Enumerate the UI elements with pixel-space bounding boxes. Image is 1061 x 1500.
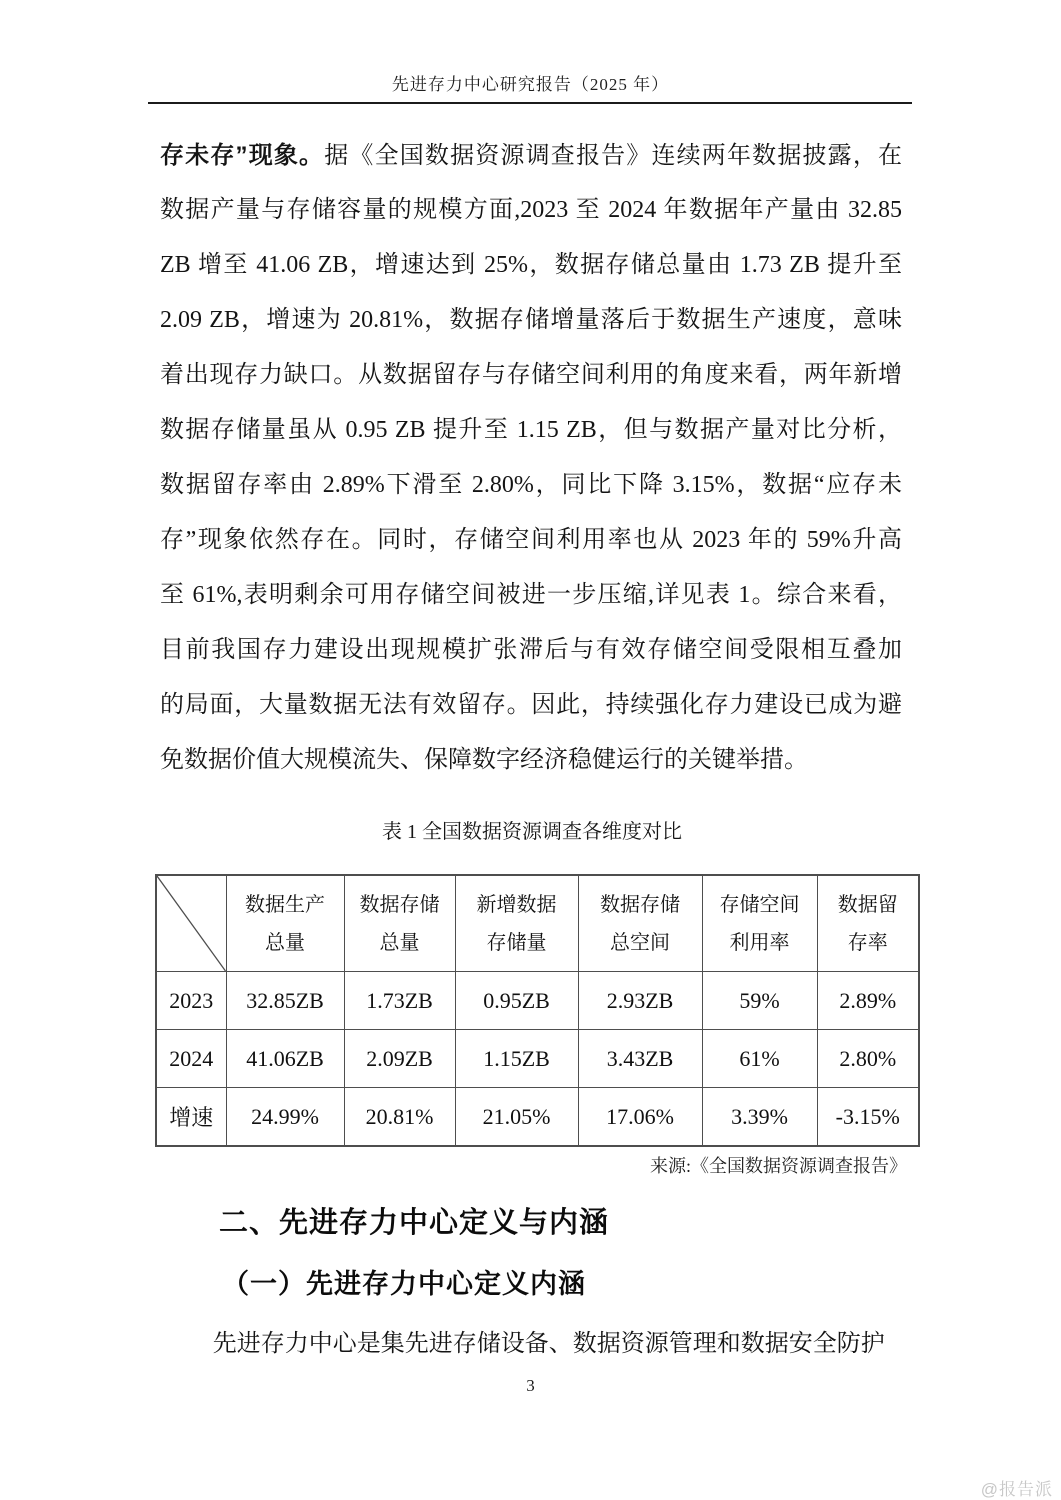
subsection-heading: （一）先进存力中心定义内涵 — [222, 1269, 586, 1299]
table-cell: 32.85ZB — [226, 972, 344, 1030]
paragraph-line — [160, 128, 902, 183]
table-cell: 2.09ZB — [344, 1030, 455, 1088]
table-cell: 1.73ZB — [344, 972, 455, 1030]
table-row — [156, 1030, 919, 1088]
column-header-line: 存储量 — [486, 931, 547, 954]
running-header-title: 先进存力中心研究报告（2025 年） — [391, 75, 670, 94]
table-cell: 24.99% — [226, 1088, 344, 1147]
row-label: 增速 — [156, 1088, 226, 1147]
paragraph-line: 的局面，大量数据无法有效留存。因此，持续强化存力建设已成为避 — [160, 692, 902, 718]
column-header-line: 总量 — [265, 931, 305, 954]
paragraph-line: 目前我国存力建设出现规模扩张滞后与有效存储空间受限相互叠加 — [160, 637, 902, 663]
table-cell: 41.06ZB — [226, 1030, 344, 1088]
column-header-line: 总空间 — [610, 931, 670, 954]
table-cell: 3.39% — [702, 1088, 817, 1147]
table-cell: 2.80% — [817, 1030, 919, 1088]
table-cell: 59% — [702, 972, 817, 1030]
column-header-line: 数据存储 — [600, 893, 680, 916]
table-caption: 表 1 全国数据资源调查各维度对比 — [382, 821, 682, 843]
table-cell: 1.15ZB — [455, 1030, 578, 1088]
paragraph-line: ZB 增至 41.06 ZB，增速达到 25%，数据存储总量由 1.73 ZB 提升至 — [160, 252, 902, 278]
section-paragraph-start: 先进存力中心是集先进存储设备、数据资源管理和数据安全防护 — [212, 1331, 885, 1357]
line-text: 据《全国数据资源调查报告》连续两年数据披露，在 — [324, 143, 902, 169]
column-header-line: 总量 — [379, 931, 420, 954]
page-number: 3 — [526, 1376, 535, 1395]
table-row — [156, 1088, 919, 1147]
column-header-line: 利用率 — [729, 931, 790, 954]
column-header-cell — [455, 875, 578, 972]
watermark: @报告派 — [980, 1480, 1053, 1499]
table-cell: 20.81% — [344, 1088, 455, 1147]
bold-lead-text: 存未存”现象。 — [160, 142, 325, 169]
table-cell: 21.05% — [455, 1088, 578, 1147]
diagonal-header-cell — [156, 875, 226, 972]
column-header-cell — [344, 875, 455, 972]
paragraph-line: 数据存储量虽从 0.95 ZB 提升至 1.15 ZB，但与数据产量对比分析， — [160, 417, 902, 443]
header-rule — [148, 102, 912, 104]
column-header-line: 存率 — [847, 931, 888, 954]
paragraph-line: 免数据价值大规模流失、保障数字经济稳健运行的关键举措。 — [160, 747, 808, 773]
column-header-cell — [702, 875, 817, 972]
table-cell: 0.95ZB — [455, 972, 578, 1030]
table-row — [156, 972, 919, 1030]
column-header-line: 存储空间 — [719, 893, 800, 916]
column-header-line: 新增数据 — [476, 893, 557, 916]
table-cell: -3.15% — [817, 1088, 919, 1147]
table-cell: 17.06% — [578, 1088, 702, 1147]
table-cell: 61% — [702, 1030, 817, 1088]
paragraph-line: 至 61%,表明剩余可用存储空间被进一步压缩,详见表 1。综合来看， — [160, 582, 902, 608]
table-cell: 3.43ZB — [578, 1030, 702, 1088]
row-label: 2024 — [156, 1030, 226, 1088]
column-header-cell — [578, 875, 702, 972]
column-header-cell — [817, 875, 919, 972]
paragraph-line: 2.09 ZB，增速为 20.81%，数据存储增量落后于数据生产速度，意味 — [160, 307, 902, 333]
table-cell: 2.93ZB — [578, 972, 702, 1030]
column-header-line: 数据留 — [837, 893, 898, 916]
diagonal-line-icon — [157, 876, 226, 971]
paragraph-continued — [160, 128, 902, 788]
data-table — [155, 874, 920, 1147]
table-header-row — [156, 875, 919, 972]
table-source: 来源:《全国数据资源调查报告》 — [650, 1156, 907, 1176]
column-header-line: 数据存储 — [359, 893, 440, 916]
paragraph-line: 数据产量与存储容量的规模方面,2023 至 2024 年数据年产量由 32.85 — [160, 197, 902, 223]
column-header-line: 数据生产 — [245, 893, 325, 916]
column-header-cell — [226, 875, 344, 972]
paragraph-line: 数据留存率由 2.89%下滑至 2.80%，同比下降 3.15%，数据“应存未 — [160, 472, 902, 498]
paragraph-line: 存”现象依然存在。同时，存储空间利用率也从 2023 年的 59%升高 — [160, 527, 902, 553]
row-label: 2023 — [156, 972, 226, 1030]
section-heading: 二、先进存力中心定义与内涵 — [219, 1207, 610, 1239]
paragraph-line: 着出现存力缺口。从数据留存与存储空间利用的角度来看，两年新增 — [160, 362, 902, 388]
table-cell: 2.89% — [817, 972, 919, 1030]
